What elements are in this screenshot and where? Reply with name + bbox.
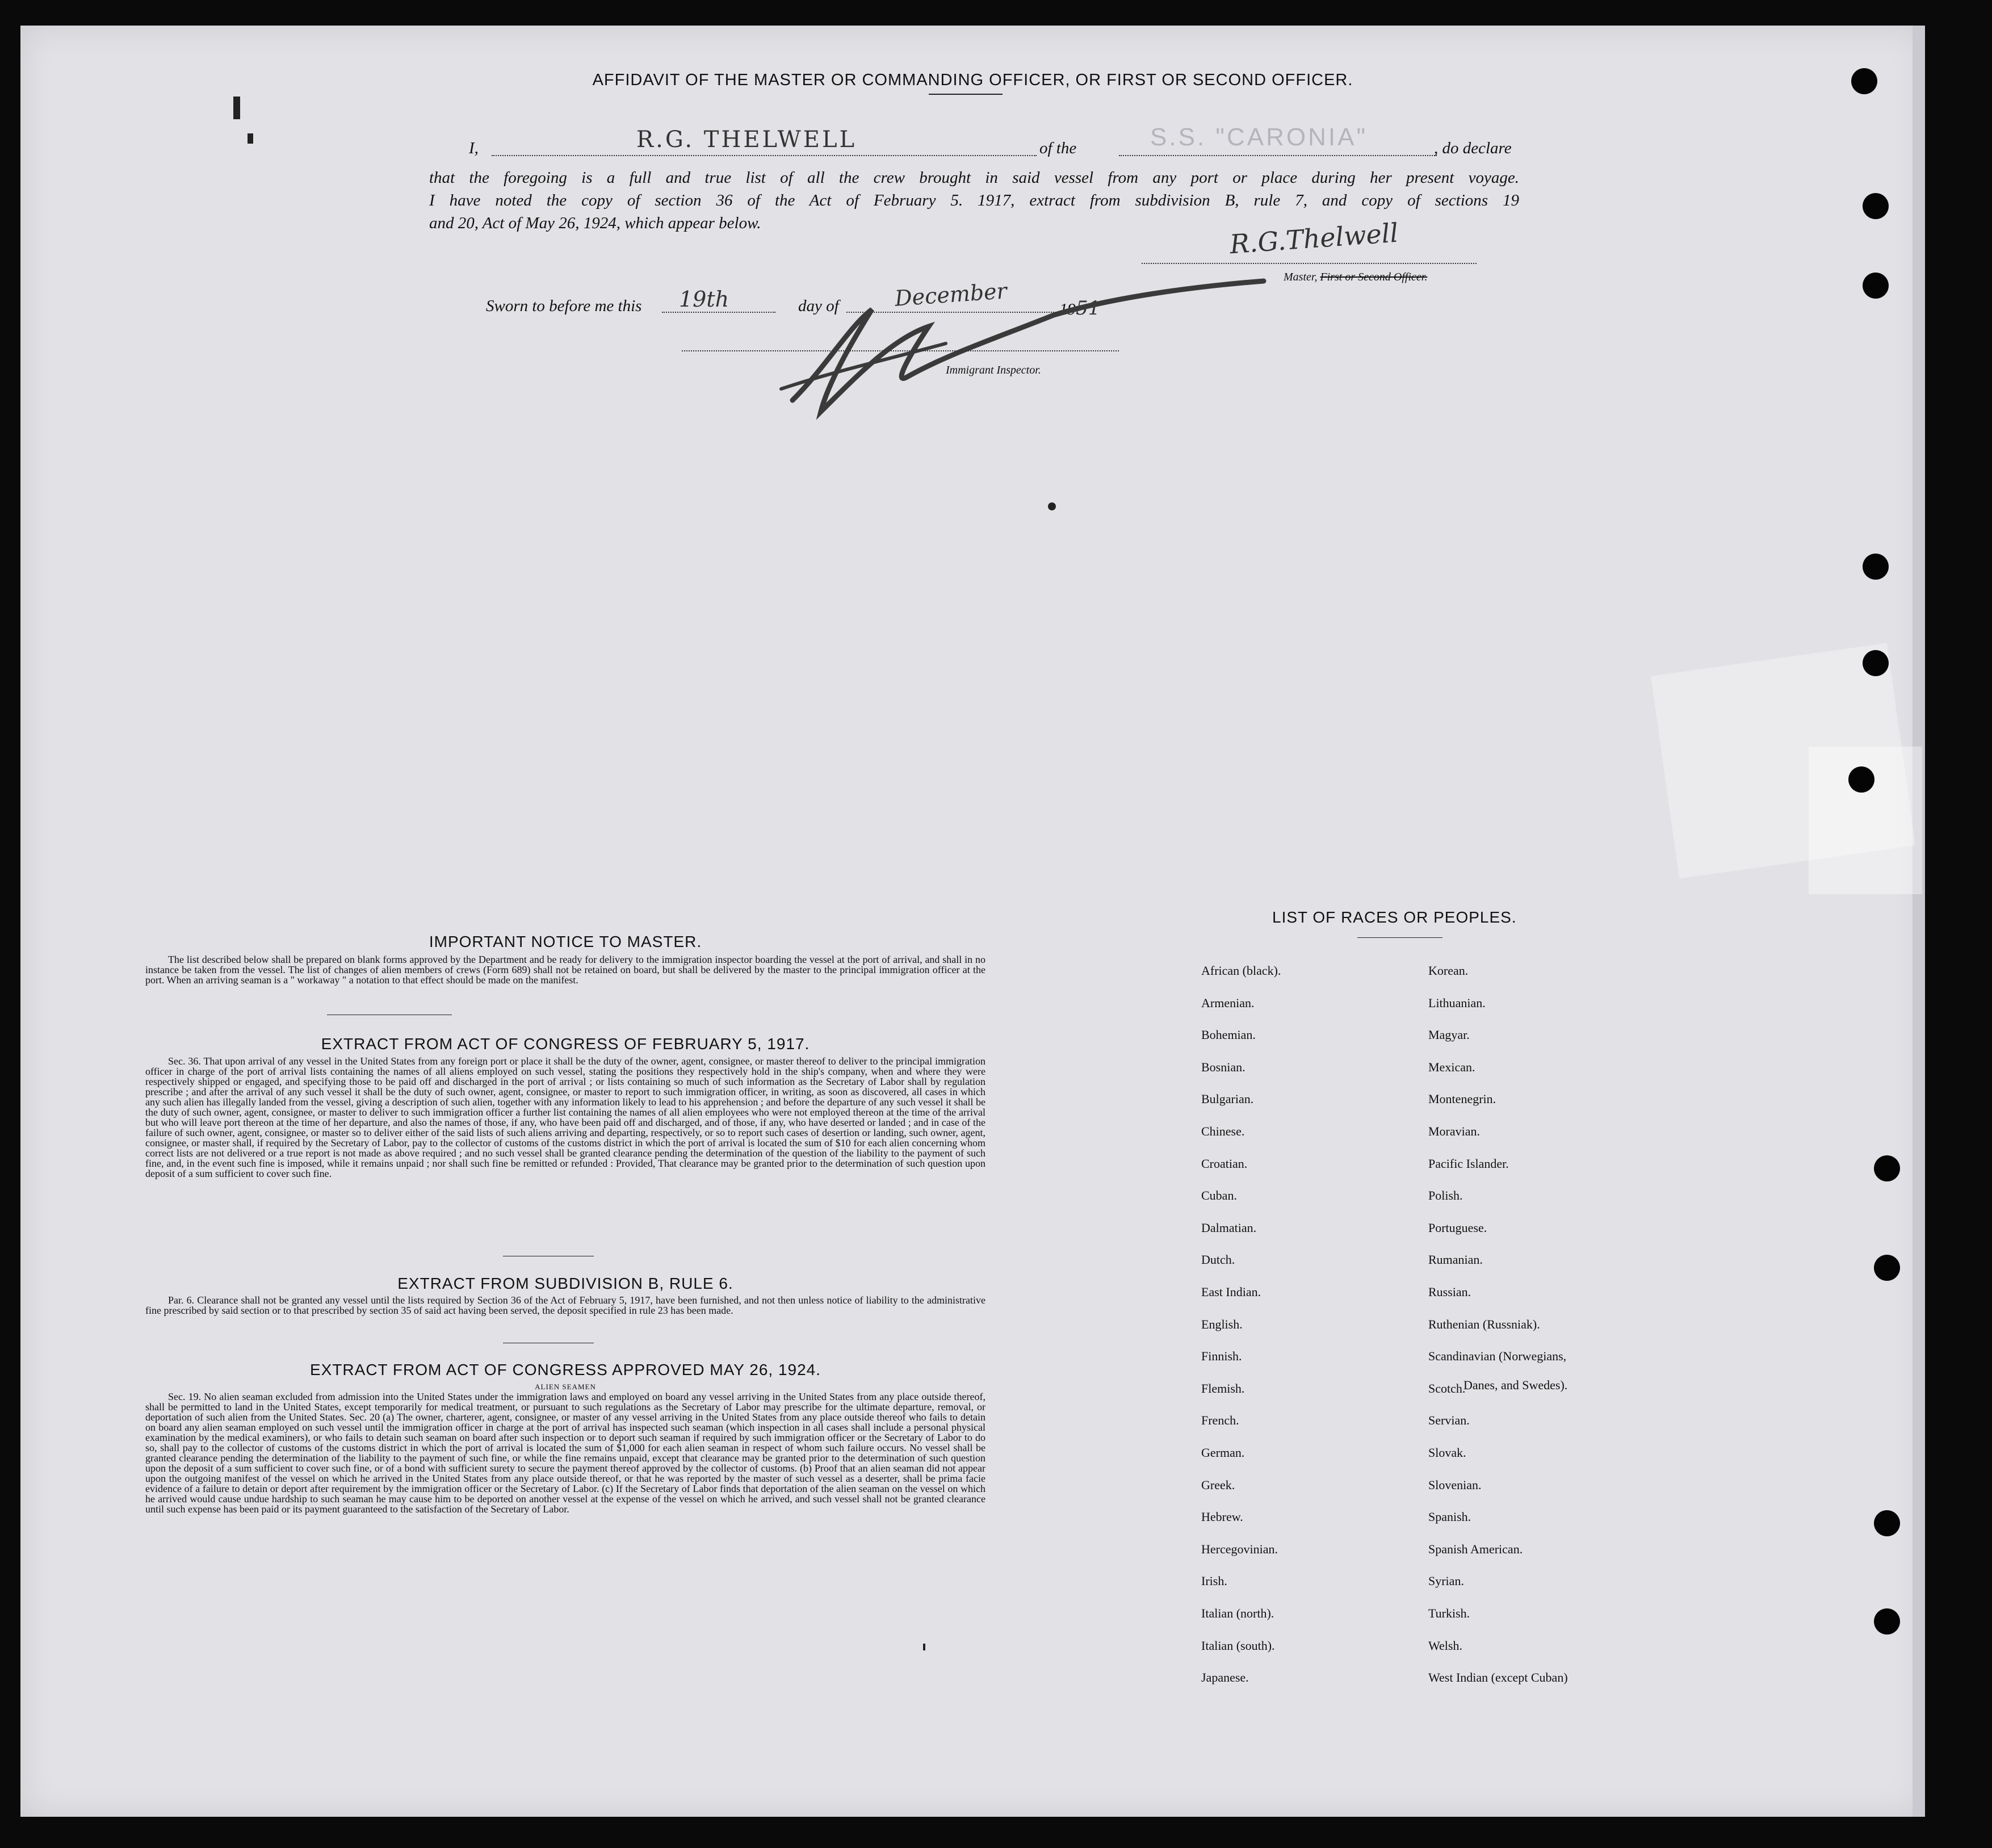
race-item: Irish. (1201, 1574, 1227, 1589)
inspector-caption: Immigrant Inspector. (946, 364, 1041, 376)
race-item: Rumanian. (1428, 1252, 1483, 1267)
race-item: Scotch. (1428, 1381, 1466, 1396)
punch-hole (1863, 193, 1889, 219)
do-declare-label: , do declare (1434, 139, 1512, 157)
master-signature: R.G.Thelwell (1228, 217, 1399, 260)
race-item: Syrian. (1428, 1574, 1464, 1589)
name-dotted-line (492, 155, 1037, 156)
race-item: Chinese. (1201, 1124, 1245, 1138)
ink-speck (1048, 502, 1056, 510)
affidavit-body-line-3: and 20, Act of May 26, 1924, which appear below. (429, 214, 761, 232)
master-caption-prefix: Master, (1284, 271, 1318, 283)
sworn-month: December (894, 278, 1008, 311)
race-item: Turkish. (1428, 1606, 1470, 1620)
race-item: Spanish. (1428, 1510, 1471, 1524)
punch-hole (1863, 554, 1889, 580)
race-item: Greek. (1201, 1477, 1235, 1492)
race-item: Spanish American. (1428, 1541, 1523, 1556)
affidavit-body-line-1: that the foregoing is a full and true list of all the crew brought in said vessel from any port or place during her present voyage. (429, 169, 1519, 187)
extract3-subtitle: ALIEN SEAMEN (535, 1382, 596, 1391)
ink-speck (923, 1644, 925, 1650)
page-edge (1913, 26, 1925, 1817)
affidavit-body-line-2: I have noted the copy of section 36 of the Act of February 5. 1917, extract from subdivision B, rule 7, and copy of sections 19 (429, 191, 1519, 209)
race-item: Polish. (1428, 1188, 1463, 1203)
race-item: Hercegovinian. (1201, 1541, 1278, 1556)
punch-hole (1874, 1255, 1900, 1281)
race-item: Magyar. (1428, 1028, 1470, 1042)
race-item: Montenegrin. (1428, 1092, 1496, 1107)
punch-hole (1874, 1608, 1900, 1635)
inspector-signature (758, 275, 1269, 423)
race-item: French. (1201, 1413, 1239, 1428)
extract1-text: Sec. 36. That upon arrival of any vessel in the United States from any foreign port or place it shall be the duty of the owner, agent, consignee, or master thereof to deliver to the principal immigration officer in charge of the port of arrival lists containing the names of all aliens employed on such vessel, stating the positions they respectively hold in the ship's company, when and where they were respectively shipped or engaged, and specifying those to be paid off and discharged in the port of arrival ; or lists containing so much of such information as the Secretary of Labor shall by regulation prescribe ; and after the arrival of any such vessel it shall be the duty of such owner, agent, consignee, or master to report to such immigration officer, in writing, as soon as discovered, all cases in which any such alien has illegally landed from the vessel, giving a description of such alien, together with any information likely to lead to his apprehension ; and before the departure of any such vessel it shall be the duty of such owner, agent, consignee, or master to deliver to such immigration officer a further list containing the names of all alien employees who were not employed thereon at the time of the arrival but who will leave port thereon at the time of her departure, and also the names of those, if any, who have been paid off and discharged, and of those, if any, who have deserted or landed ; and in case of the failure of such owner, agent, consignee, or master so to deliver either of the said lists of such aliens arriving and departing, respectively, or so to report such cases of desertion or landing, such owner, agent, consignee, or master shall, if required by the Secretary of Labor, pay to the collector of customs of the customs district in which the port of arrival is located the sum of $10 for each alien concerning whom correct lists are not delivered or a true report is not made as above required ; and no such vessel shall be granted clearance pending the determination of the question of the liability to the payment of such fine, and, in the event such fine is imposed, while it remains unpaid ; nor shall such fine be remitted or refunded : Provided, That clearance may be granted prior to the determination of such question upon deposit of a sum sufficient to cover such fine. (145, 1055, 985, 1179)
race-item: West Indian (except Cuban) (1428, 1670, 1568, 1685)
extract3-title: EXTRACT FROM ACT OF CONGRESS APPROVED MAY 26, 1924. (309, 1361, 821, 1378)
race-item: Ruthenian (Russniak). (1428, 1317, 1540, 1331)
race-item: Russian. (1428, 1285, 1471, 1299)
extract3-text: Sec. 19. No alien seaman excluded from admission into the United States under the immigration laws and employed on board any vessel arriving in the United States from any place outside thereof, shall be permitted to land in the United States, except temporarily for medical treatment, or pursuant to such regulations as the Secretary of Labor may prescribe for the ultimate departure, removal, or deportation of such alien from the United States. Sec. 20 (a) The owner, charterer, agent, consignee, or master of any vessel arriving in the United States from any place outside thereof who fails to detain on board any alien seaman employed on such vessel until the immigration officer in charge at the port of arrival has inspected such seaman (which inspection in all cases shall include a personal physical examination by the medical examiners), or who fails to detain such seaman on board after such inspection or to deport such seaman if required by such immigration officer or the Secretary of Labor to do so, shall pay to the collector of customs of the customs district in which the port of arrival is located the sum of $1,000 for each alien seaman in respect of whom such failure occurs. No vessel shall be granted clearance pending the determination of the liability to the payment of such fine, or while the fine remains unpaid, except that clearance may be granted prior to the determination of such question upon the deposit of a sum sufficient to cover such fine, or of a bond with sufficient surety to secure the payment thereof approved by the collector of customs. (b) Proof that an alien seaman did not appear upon the outgoing manifest of the vessel on which he arrived in the United States from any place outside thereof, or that he was reported by the master of such vessel as a deserter, shall be prima facie evidence of a failure to detain or deport after requirement by the immigration officer or the Secretary of Labor. (c) If the Secretary of Labor finds that deportation of the alien seaman on the vessel on which he arrived would cause undue hardship to such seaman he may cause him to be deported on another vessel at the expense of the vessel on which he arrived, and such vessel shall not be granted clearance until such expense has been paid or its payment guaranteed to the satisfaction of the Secretary of Labor. (145, 1391, 985, 1515)
race-item: Dalmatian. (1201, 1220, 1257, 1235)
master-name-handwritten: R.G. THELWELL (636, 127, 857, 153)
punch-hole (1863, 650, 1889, 676)
of-the-label: of the (1039, 139, 1077, 157)
race-item: Flemish. (1201, 1381, 1245, 1396)
ink-speck (248, 133, 253, 144)
notice-title: IMPORTANT NOTICE TO MASTER. (429, 933, 702, 950)
race-item: Dutch. (1201, 1252, 1235, 1267)
race-item: Korean. (1428, 963, 1469, 978)
year-suffix: 51 (1076, 297, 1101, 320)
affidavit-heading: AFFIDAVIT OF THE MASTER OR COMMANDING OFFICER, OR FIRST OR SECOND OFFICER. (592, 71, 1353, 89)
document-page (20, 26, 1925, 1817)
inspector-dotted-line (682, 350, 1119, 351)
race-item: Hebrew. (1201, 1510, 1243, 1524)
heading-rule (929, 94, 1003, 95)
signature-dotted-line (1142, 263, 1477, 264)
day-of-label: day of (798, 297, 839, 315)
year-prefix: 19 (1059, 300, 1076, 319)
extract2-text: Par. 6. Clearance shall not be granted any vessel until the lists required by Section 36 of the Act of February 5, 1917, have been furnished, and not then unless notice of liability to the administrative fine prescribed by said section or to that prescribed by section 35 of said act having been served, the deposit specified in rule 23 has been made. (145, 1294, 985, 1316)
ink-speck (233, 97, 240, 119)
race-item: Welsh. (1428, 1638, 1462, 1653)
race-item: Slovak. (1428, 1445, 1466, 1460)
race-item: Portuguese. (1428, 1220, 1487, 1235)
sworn-label: Sworn to before me this (486, 297, 642, 315)
race-item: Croatian. (1201, 1156, 1248, 1171)
punch-hole (1848, 766, 1874, 793)
race-item: Bulgarian. (1201, 1092, 1254, 1107)
race-item: Slovenian. (1428, 1477, 1482, 1492)
races-rule (1357, 937, 1442, 938)
sworn-day: 19th (679, 287, 729, 312)
race-item: German. (1201, 1445, 1245, 1460)
races-title: LIST OF RACES OR PEOPLES. (1272, 908, 1517, 926)
race-item: Japanese. (1201, 1670, 1249, 1685)
race-item: Scandinavian (Norwegians, (1428, 1349, 1567, 1364)
race-item: Cuban. (1201, 1188, 1237, 1203)
punch-hole (1874, 1510, 1900, 1536)
notice-text: The list described below shall be prepared on blank forms approved by the Department and be ready for delivery to the immigration inspector boarding the vessel at the port of arrival, and shall in no instance be taken from the vessel. The list of changes of alien members of crews (Form 689) shall not be retained on board, but shall be delivered by the master to the principal immigration officer at the port. When an arriving seaman is a " workaway " a notation to that effect should be made on the manifest. (145, 954, 985, 986)
master-caption (1284, 271, 1427, 284)
vessel-dotted-line (1119, 155, 1437, 156)
race-item: Moravian. (1428, 1124, 1481, 1138)
race-item: Servian. (1428, 1413, 1470, 1428)
race-item: English. (1201, 1317, 1243, 1331)
race-item: Pacific Islander. (1428, 1156, 1509, 1171)
race-item: Bohemian. (1201, 1028, 1256, 1042)
extract2-title: EXTRACT FROM SUBDIVISION B, RULE 6. (397, 1275, 733, 1292)
race-item: East Indian. (1201, 1285, 1261, 1299)
race-item: African (black). (1201, 963, 1281, 978)
race-item: Finnish. (1201, 1349, 1242, 1364)
punch-hole (1874, 1155, 1900, 1181)
master-caption-struck: First or Second Officer. (1320, 271, 1428, 283)
race-item: Italian (north). (1201, 1606, 1274, 1620)
vessel-stamp: S.S. "CARONIA" (1150, 123, 1368, 151)
race-item: Italian (south). (1201, 1638, 1275, 1653)
race-item: Armenian. (1201, 995, 1255, 1010)
affidavit-i-label: I, (469, 139, 479, 157)
race-scandinavian-line2: Danes, and Swedes). (1463, 1378, 1568, 1392)
race-item: Bosnian. (1201, 1059, 1245, 1074)
race-item: Lithuanian. (1428, 995, 1486, 1010)
race-item: Mexican. (1428, 1059, 1475, 1074)
punch-hole (1851, 68, 1877, 94)
punch-hole (1863, 273, 1889, 299)
extract1-title: EXTRACT FROM ACT OF CONGRESS OF FEBRUARY 5, 1917. (321, 1035, 810, 1053)
